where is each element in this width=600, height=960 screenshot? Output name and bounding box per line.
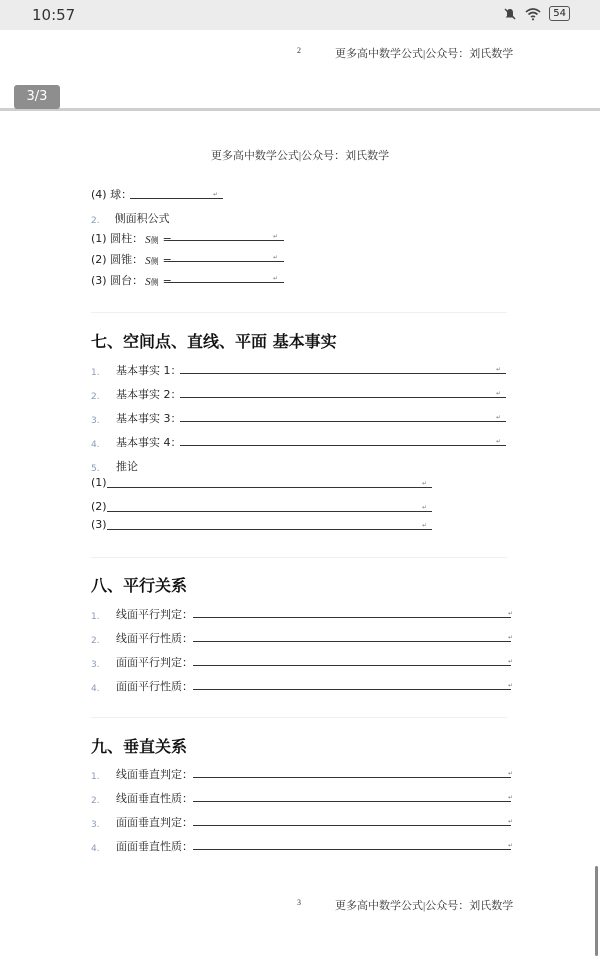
parallel-1-label: 线面平行判定： (116, 608, 193, 621)
sphere-label: (4) 球： (91, 188, 133, 201)
equals-sign: = (162, 254, 172, 267)
item-number: 5. (91, 464, 100, 474)
corollary-3-row (91, 518, 107, 531)
paragraph-mark: ↵ (508, 634, 514, 641)
paragraph-mark: ↵ (508, 818, 514, 825)
paragraph-mark: ↵ (508, 682, 514, 689)
fact-4-row (91, 434, 182, 450)
perpendicular-3-label: 面面垂直判定： (116, 816, 193, 829)
corollary-2-row (91, 500, 107, 513)
paragraph-mark: ↵ (508, 842, 514, 849)
perpendicular-4-row (91, 838, 193, 854)
scrollbar-thumb[interactable] (595, 866, 598, 956)
parallel-2-label: 线面平行性质： (116, 632, 193, 645)
parallel-1-row (91, 606, 193, 622)
wifi-icon (525, 7, 541, 21)
fact-2-label: 基本事实 2： (116, 388, 182, 401)
document-page (0, 111, 600, 960)
lateral-area-title: 侧面积公式 (114, 212, 170, 225)
section-8-title: 八、平行关系 (91, 576, 188, 595)
section-separator (91, 312, 507, 313)
corollary-1-label: (1) (91, 476, 107, 489)
parallel-2-blank[interactable] (193, 641, 511, 642)
cylinder-label: (1) 圆柱： (91, 232, 144, 245)
status-time: 10:57 (32, 6, 76, 24)
fact-3-label: 基本事实 3： (116, 412, 182, 425)
paragraph-mark: ↵ (273, 275, 279, 282)
section-separator (91, 557, 507, 558)
section-7-title: 七、空间点、直线、平面 基本事实 (91, 332, 337, 351)
fact-4-blank[interactable] (180, 445, 506, 446)
page-number: 3 (297, 898, 301, 907)
frustum-row (91, 272, 172, 288)
parallel-4-label: 面面平行性质： (116, 680, 193, 693)
page-footer: 更多高中数学公式|公众号：刘氏数学 (335, 48, 514, 60)
item-number: 1. (91, 772, 100, 782)
fact-4-label: 基本事实 4： (116, 436, 182, 449)
item-number: 2. (91, 392, 100, 402)
cylinder-blank[interactable] (168, 240, 284, 241)
paragraph-mark: ↵ (508, 794, 514, 801)
page-header: 更多高中数学公式|公众号：刘氏数学 (210, 150, 390, 162)
fact-1-blank[interactable] (180, 373, 506, 374)
item-number: 4. (91, 440, 100, 450)
sphere-blank[interactable] (130, 198, 223, 199)
paragraph-mark: ↵ (496, 366, 502, 373)
perpendicular-4-label: 面面垂直性质： (116, 840, 193, 853)
paragraph-mark: ↵ (508, 658, 514, 665)
perpendicular-3-blank[interactable] (193, 825, 511, 826)
parallel-3-label: 面面平行判定： (116, 656, 193, 669)
s-variable: S侧 (145, 276, 159, 288)
fact-1-label: 基本事实 1： (116, 364, 182, 377)
parallel-3-row (91, 654, 193, 670)
paragraph-mark: ↵ (422, 522, 428, 529)
fact-2-row (91, 386, 182, 402)
section-separator (91, 717, 507, 718)
cylinder-row (91, 230, 172, 246)
section-9-title: 九、垂直关系 (91, 737, 188, 756)
perpendicular-1-label: 线面垂直判定： (116, 768, 193, 781)
item-number: 4. (91, 684, 100, 694)
status-icons (503, 6, 570, 21)
fact-2-blank[interactable] (180, 397, 506, 398)
item-number: 3. (91, 416, 100, 426)
frustum-blank[interactable] (168, 282, 284, 283)
paragraph-mark: ↵ (508, 610, 514, 617)
cone-row (91, 251, 172, 267)
parallel-2-row (91, 630, 193, 646)
cone-label: (2) 圆锥： (91, 253, 144, 266)
page-number: 2 (297, 46, 301, 55)
parallel-4-blank[interactable] (193, 689, 511, 690)
sphere-row (91, 186, 132, 202)
paragraph-mark: ↵ (422, 480, 428, 487)
cone-blank[interactable] (168, 261, 284, 262)
paragraph-mark: ↵ (496, 390, 502, 397)
item-number: 1. (91, 612, 100, 622)
item-number: 1. (91, 368, 100, 378)
corollary-heading (91, 458, 138, 474)
perpendicular-1-row (91, 766, 193, 782)
battery-icon: 54 (549, 6, 570, 21)
perpendicular-4-blank[interactable] (193, 849, 511, 850)
item-number: 2. (91, 796, 100, 806)
paragraph-mark: ↵ (422, 504, 428, 511)
paragraph-mark: ↵ (213, 191, 219, 198)
mute-icon (503, 7, 517, 21)
s-variable: S侧 (145, 234, 159, 246)
corollary-2-blank[interactable] (107, 511, 432, 512)
fact-1-row (91, 362, 182, 378)
perpendicular-3-row (91, 814, 193, 830)
frustum-label: (3) 圆台： (91, 274, 144, 287)
parallel-1-blank[interactable] (193, 617, 511, 618)
corollary-title: 推论 (116, 460, 138, 473)
fact-3-row (91, 410, 182, 426)
fact-3-blank[interactable] (180, 421, 506, 422)
paragraph-mark: ↵ (273, 254, 279, 261)
item-number: 2. (91, 216, 100, 226)
perpendicular-2-row (91, 790, 193, 806)
parallel-4-row (91, 678, 193, 694)
paragraph-mark: ↵ (496, 438, 502, 445)
corollary-1-row (91, 476, 107, 489)
paragraph-mark: ↵ (508, 770, 514, 777)
corollary-1-blank[interactable] (107, 487, 432, 488)
paragraph-mark: ↵ (496, 414, 502, 421)
page-indicator-badge[interactable]: 3/3 (14, 85, 60, 109)
item-number: 4. (91, 844, 100, 854)
paragraph-mark: ↵ (273, 233, 279, 240)
status-bar (0, 0, 600, 30)
corollary-2-label: (2) (91, 500, 107, 513)
equals-sign: = (162, 233, 172, 246)
item-number: 2. (91, 636, 100, 646)
parallel-3-blank[interactable] (193, 665, 511, 666)
s-variable: S侧 (145, 255, 159, 267)
equals-sign: = (162, 275, 172, 288)
lateral-area-heading (91, 210, 170, 226)
item-number: 3. (91, 820, 100, 830)
perpendicular-1-blank[interactable] (193, 777, 511, 778)
corollary-3-blank[interactable] (107, 529, 432, 530)
perpendicular-2-blank[interactable] (193, 801, 511, 802)
item-number: 3. (91, 660, 100, 670)
page-footer: 更多高中数学公式|公众号：刘氏数学 (335, 900, 514, 912)
perpendicular-2-label: 线面垂直性质： (116, 792, 193, 805)
corollary-3-label: (3) (91, 518, 107, 531)
previous-page (0, 30, 600, 108)
